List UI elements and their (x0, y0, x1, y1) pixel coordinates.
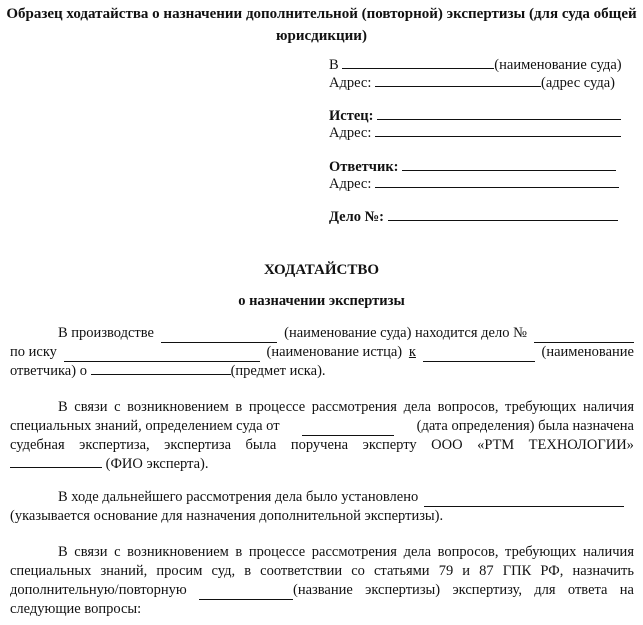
text: по иску (10, 344, 57, 360)
word: и (462, 563, 471, 579)
word: судебная (10, 437, 65, 453)
text: В ходе дальнейшего рассмотрения дела было установлено (58, 489, 419, 505)
word: поручена (290, 437, 349, 453)
petition-heading: ХОДАТАЙСТВО (263, 262, 380, 278)
defendant-address-blank[interactable] (375, 186, 619, 188)
word: 87 (479, 563, 494, 579)
case-number-field (329, 209, 618, 226)
text: (предмет иска). (230, 363, 326, 379)
defendant-address-label: Адрес: (329, 176, 372, 192)
word: ГПК (502, 563, 532, 579)
word: для (534, 582, 556, 598)
text: (ФИО эксперта). (105, 456, 209, 472)
paragraph-2-line-4 (10, 455, 634, 474)
paragraph-2-line-1: В связи с возникновением в процессе рассмотрения дела вопросов, требующих наличия (58, 399, 634, 415)
word: была (245, 437, 277, 453)
text: В производстве (58, 325, 154, 341)
paragraph-4 (10, 543, 634, 619)
word: суд, (211, 563, 236, 579)
text: к (408, 344, 416, 360)
plaintiff-address-blank[interactable] (375, 135, 621, 137)
plaintiff-address-label: Адрес: (329, 125, 372, 141)
text: (наименование (541, 344, 634, 360)
paragraph-3 (10, 488, 634, 526)
word: (название (293, 582, 353, 598)
petition-subheading: о назначении экспертизы (238, 293, 405, 309)
word: просим (156, 563, 203, 579)
paragraph-1-line-2 (10, 343, 634, 362)
word: «РТМ (477, 437, 515, 453)
case-number-label: Дело №: (329, 209, 384, 225)
paragraph-1-line-1 (10, 324, 634, 343)
plaintiff-label: Истец: (329, 108, 374, 124)
plaintiff-field (329, 108, 621, 125)
expertise-name-group (199, 581, 353, 600)
word: на (619, 582, 634, 598)
text: (наименование суда) находится дело № (284, 325, 527, 341)
word: в (244, 563, 252, 579)
paragraph-4-line-1: В связи с возникновением в процессе рассмотрения дела вопросов, требующих наличия (58, 544, 634, 560)
word: ООО (431, 437, 463, 453)
word: соответствии (260, 563, 343, 579)
word: знаний, (100, 563, 148, 579)
defendant-label: Ответчик: (329, 159, 399, 175)
paragraph-3-line-1 (10, 488, 634, 507)
paragraph-2-line-2 (10, 417, 634, 436)
case-number-blank[interactable] (388, 219, 618, 221)
expertise-name-blank[interactable] (199, 598, 293, 600)
word: эксперту (362, 437, 417, 453)
word: 79 (438, 563, 454, 579)
court-blank[interactable] (161, 341, 277, 343)
text: специальных знаний, определением суда от (10, 418, 280, 434)
word: экспертизу, (452, 582, 522, 598)
word: специальных (10, 563, 92, 579)
plaintiff-address-field (329, 125, 621, 142)
word: ТЕХНОЛОГИИ» (528, 437, 634, 453)
court-address-hint: (адрес суда) (541, 75, 615, 91)
text: дополнительную/повторную (10, 582, 187, 598)
court-hint: (наименование суда) (494, 57, 622, 73)
word: ответа (567, 582, 608, 598)
document-title-line-1: Образец ходатайства о назначении дополнительной (повторной) экспертизы (для суда общей (6, 6, 637, 22)
word: РФ, (540, 563, 564, 579)
defendant-name-blank[interactable] (423, 360, 535, 362)
paragraph-1-line-3 (10, 362, 634, 381)
defendant-field (329, 159, 616, 176)
court-prefix: В (329, 57, 339, 73)
court-name-blank[interactable] (342, 67, 494, 69)
paragraph-3-line-2: (указывается основание для назначения дополнительной экспертизы). (10, 508, 444, 524)
plaintiff-blank[interactable] (377, 118, 621, 120)
court-address-blank[interactable] (375, 85, 541, 87)
expert-name-blank[interactable] (10, 466, 102, 468)
document-title-line-2: юрисдикции) (276, 28, 367, 44)
paragraph-4-line-4: следующие вопросы: (10, 601, 142, 617)
text: ответчика) о (10, 363, 87, 379)
court-field (329, 57, 622, 74)
defendant-blank[interactable] (402, 169, 616, 171)
word: экспертиза, (79, 437, 150, 453)
paragraph-2 (10, 398, 634, 474)
word: со (351, 563, 365, 579)
text: (наименование истца) (266, 344, 403, 360)
paragraph-4-line-3 (10, 581, 634, 600)
word: экспертизы) (365, 582, 441, 598)
word: экспертиза (164, 437, 232, 453)
word: назначить (572, 563, 634, 579)
paragraph-4-line-2 (10, 562, 634, 581)
court-address-label: Адрес: (329, 75, 372, 91)
paragraph-2-line-3 (10, 436, 634, 455)
text: (дата определения) была назначена (416, 418, 634, 434)
grounds-blank[interactable] (424, 505, 624, 507)
defendant-address-field (329, 176, 619, 193)
subject-blank[interactable] (91, 373, 231, 375)
word: статьями (374, 563, 430, 579)
paragraph-1 (10, 324, 634, 381)
court-address-field (329, 75, 615, 92)
